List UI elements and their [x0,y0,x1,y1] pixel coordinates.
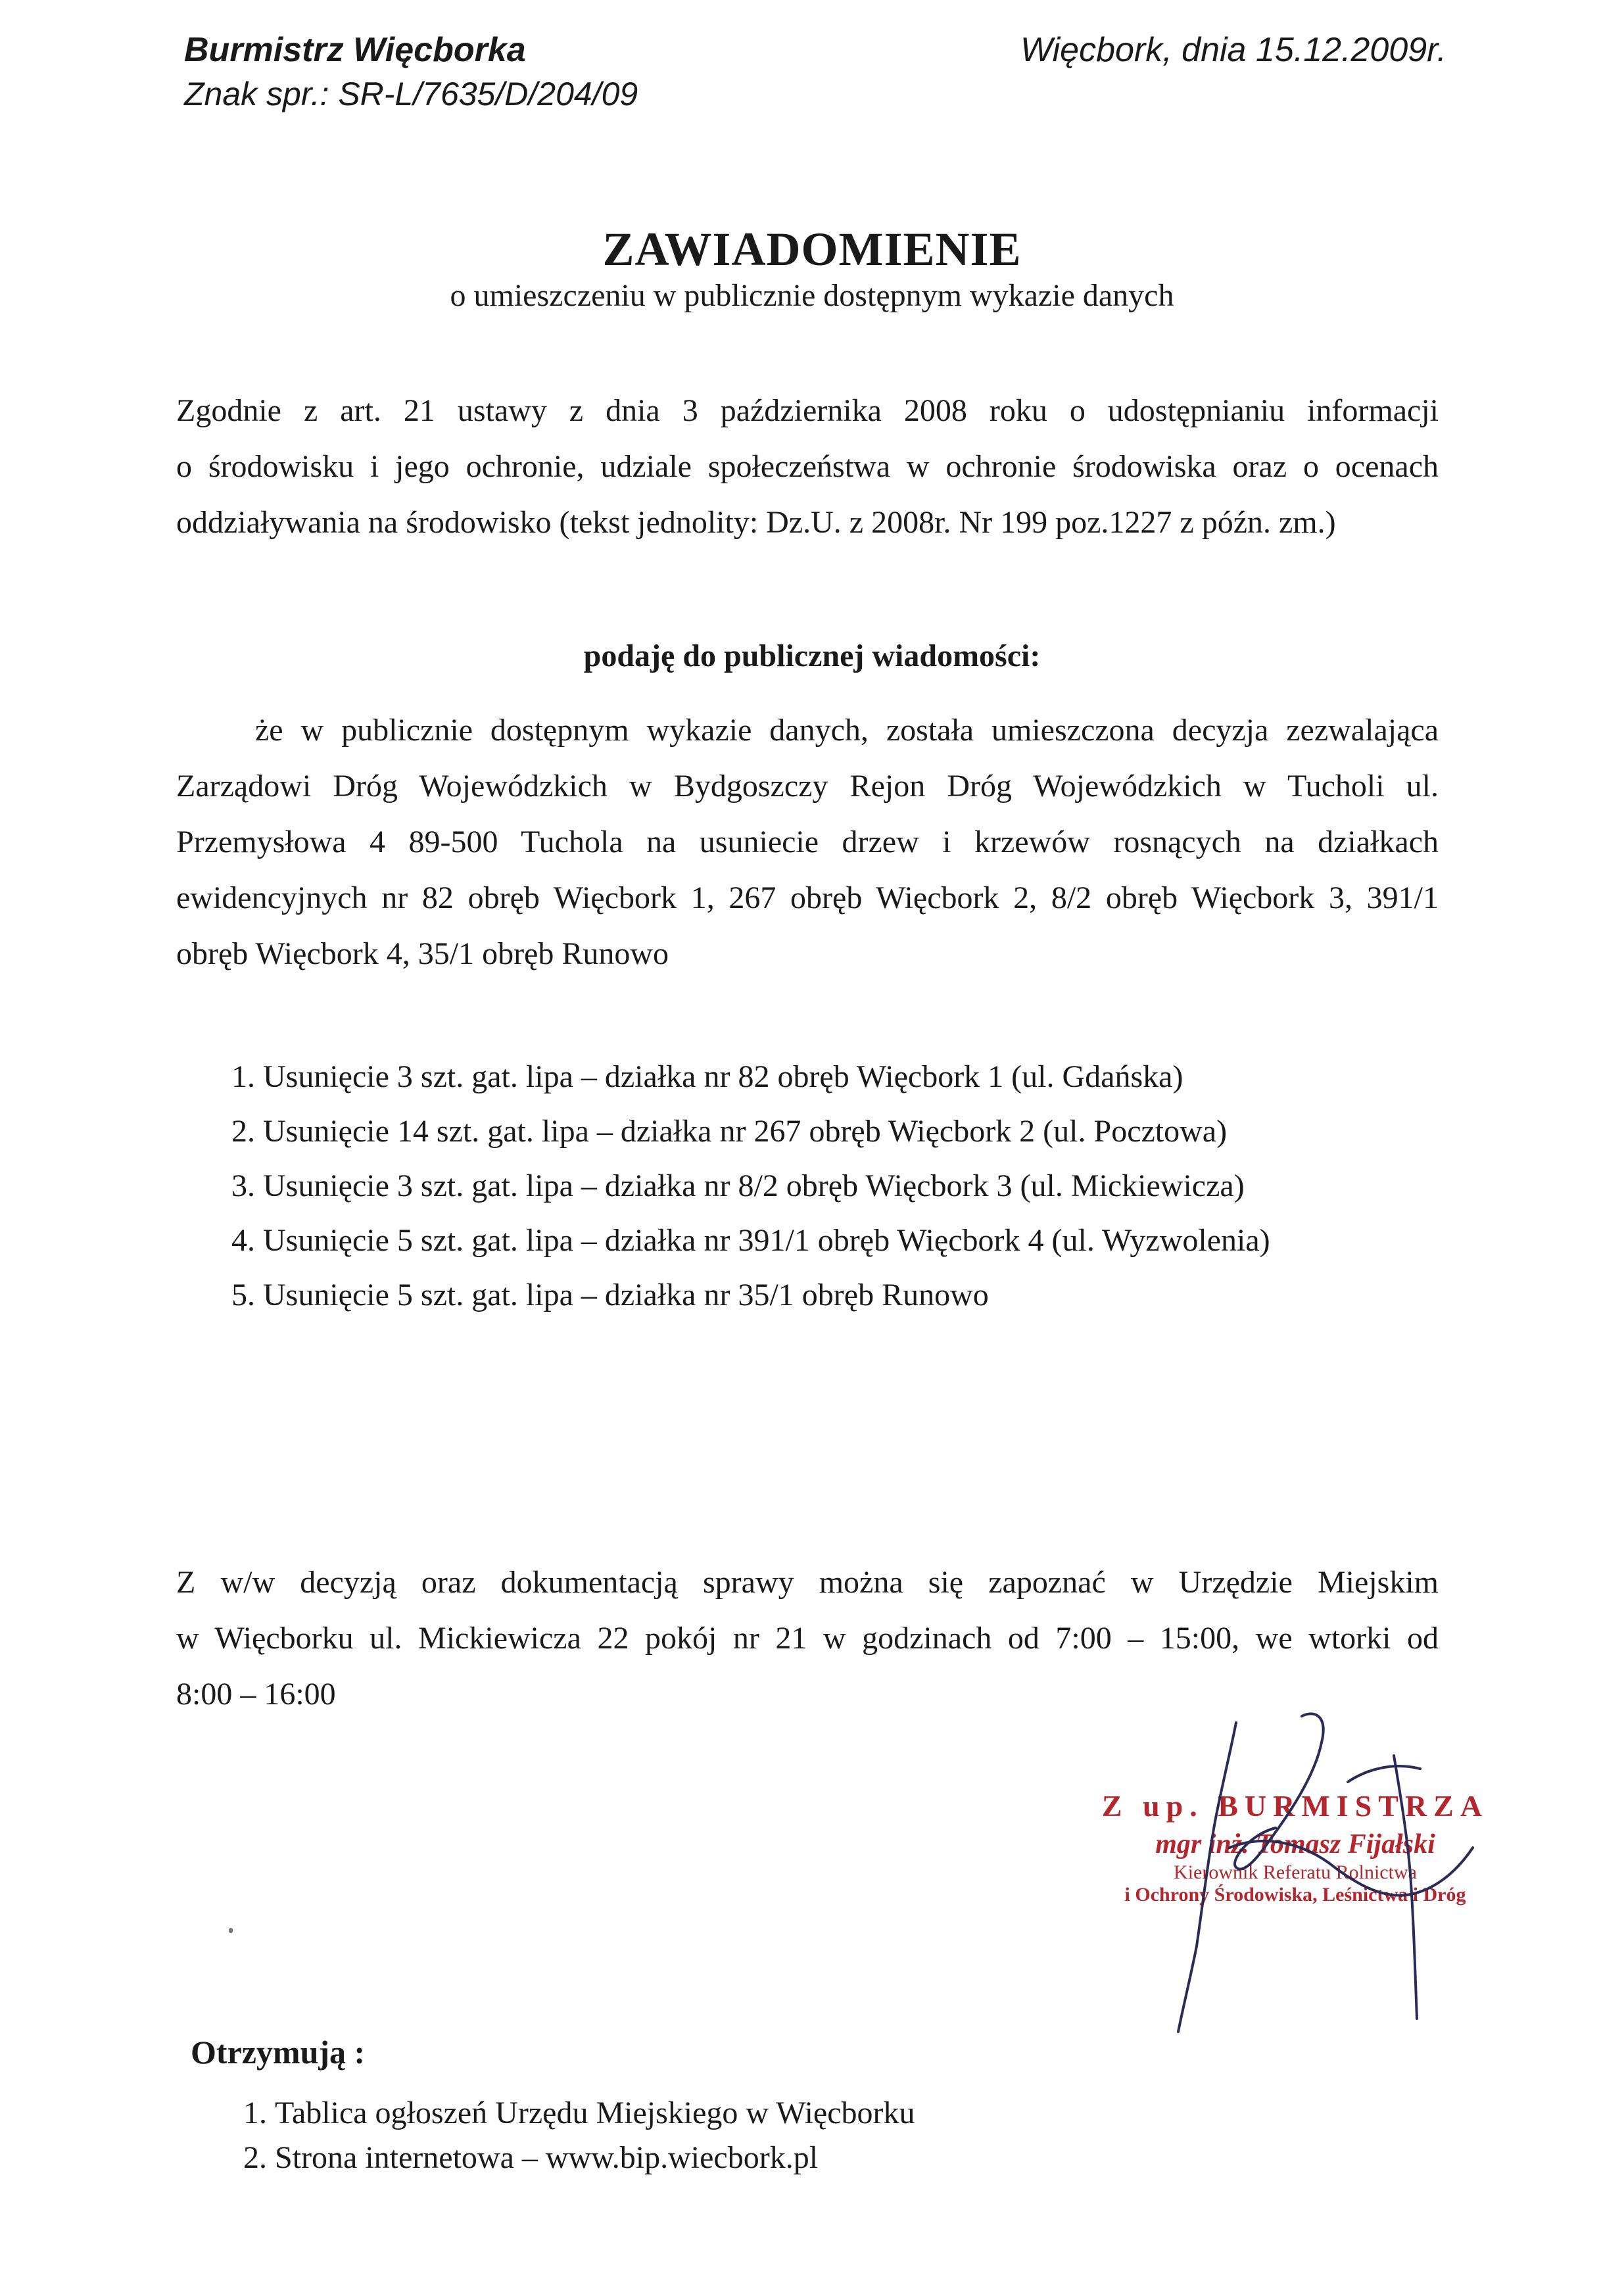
item-text: Usunięcie 5 szt. gat. lipa – działka nr 35/1 obręb Runowo [263,1278,989,1312]
announcement-heading: podaję do publicznej wiadomości: [583,638,1041,673]
item-text: Usunięcie 3 szt. gat. lipa – działka nr 82 obręb Więcbork 1 (ul. Gdańska) [263,1059,1183,1094]
body-line: że w publicznie dostępnym wykazie danych, została umieszczona decyzja zezwalająca [255,713,1439,748]
item-number: 3. [231,1168,255,1203]
intro-line: Zgodnie z art. 21 ustawy z dnia 3 października 2008 roku o udostępnianiu informacji [176,393,1439,428]
info-line: w Więcborku ul. Mickiewicza 22 pokój nr 21 w godzinach od 7:00 – 15:00, we wtorki od [176,1621,1439,1656]
intro-line: o środowisku i jego ochronie, udziale społeczeństwa w ochronie środowiska oraz o ocenach [176,449,1439,484]
item-number: 1. [243,2096,267,2130]
recipients-list [243,2091,915,2180]
list-item [231,1049,1270,1104]
stamp-line: Z up. BURMISTRZA [1101,1789,1489,1823]
item-text: Usunięcie 5 szt. gat. lipa – działka nr 391/1 obręb Więcbork 4 (ul. Wyzwolenia) [263,1223,1270,1258]
item-number: 1. [231,1059,255,1094]
body-line: ewidencyjnych nr 82 obręb Więcbork 1, 267 obręb Więcbork 2, 8/2 obręb Więcbork 3, 391/1 [176,880,1439,915]
body-line: obręb Więcbork 4, 35/1 obręb Runowo [176,936,669,971]
item-text: Usunięcie 3 szt. gat. lipa – działka nr 8/2 obręb Więcbork 3 (ul. Mickiewicza) [263,1168,1245,1203]
scan-speck [229,1928,233,1933]
intro-line: oddziaływania na środowisko (tekst jednolity: Dz.U. z 2008r. Nr 199 poz.1227 z późn. zm.) [176,505,1336,540]
item-number: 2. [231,1114,255,1149]
info-line: Z w/w decyzją oraz dokumentacją sprawy można się zapoznać w Urzędzie Miejskim [176,1565,1439,1600]
item-number: 4. [231,1223,255,1258]
recipients-heading: Otrzymują : [191,2034,366,2071]
document-subtitle: o umieszczeniu w publicznie dostępnym wykazie danych [450,278,1174,313]
list-item [231,1268,1270,1322]
item-text: Strona internetowa – www.bip.wiecbork.pl [275,2140,819,2175]
stamp-line: Kierownik Referatu Rolnictwa [1174,1861,1417,1883]
stamp-name: mgr inż. Tomasz Fijałski [1155,1829,1435,1859]
list-item [243,2136,915,2180]
reference-number: Znak spr.: SR-L/7635/D/204/09 [184,76,638,112]
intro-paragraph [176,383,1439,550]
body-paragraph [176,702,1439,982]
place-date: Więcbork, dnia 15.12.2009r. [1020,31,1446,69]
item-number: 5. [231,1278,255,1312]
handwritten-signature [1118,1703,1525,2045]
removal-list [231,1049,1270,1322]
item-text: Tablica ogłoszeń Urzędu Miejskiego w Więcborku [275,2096,915,2130]
list-item [231,1213,1270,1268]
info-line: 8:00 – 16:00 [176,1677,336,1712]
issuer: Burmistrz Więcborka [184,31,526,69]
list-item [243,2091,915,2136]
document-title: ZAWIADOMIENIE [602,223,1022,276]
body-line: Przemysłowa 4 89-500 Tuchola na usuniecie drzew i krzewów rosnących na działkach [176,825,1439,859]
list-item [231,1159,1270,1213]
list-item [231,1104,1270,1159]
info-paragraph [176,1554,1439,1722]
item-text: Usunięcie 14 szt. gat. lipa – działka nr 267 obręb Więcbork 2 (ul. Pocztowa) [263,1114,1228,1149]
item-number: 2. [243,2140,267,2175]
stamp-line: i Ochrony Środowiska, Leśnictwa i Dróg [1124,1884,1466,1905]
body-line: Zarządowi Dróg Wojewódzkich w Bydgoszczy Rejon Dróg Wojewódzkich w Tucholi ul. [176,769,1439,803]
